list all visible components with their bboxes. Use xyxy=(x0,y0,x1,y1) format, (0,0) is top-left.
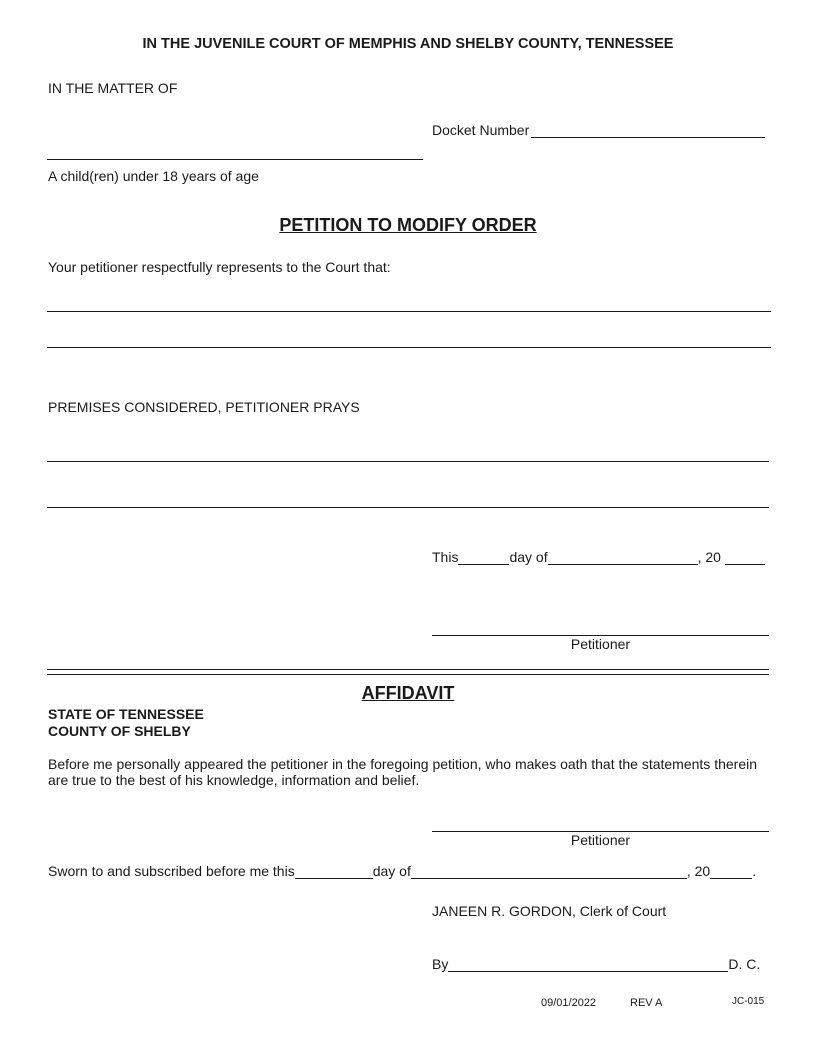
separator-line-bottom xyxy=(47,674,769,675)
petitioner-label-1: Petitioner xyxy=(570,636,631,652)
sworn-row xyxy=(48,863,756,879)
in-the-matter-of-label: IN THE MATTER OF xyxy=(48,80,178,96)
deputy-clerk-row xyxy=(432,956,760,972)
court-title: IN THE JUVENILE COURT OF MEMPHIS AND SHELBY COUNTY, TENNESSEE xyxy=(142,36,674,52)
prays-field-line-1[interactable] xyxy=(47,461,769,462)
sworn-month-field[interactable] xyxy=(411,864,687,879)
petition-title: PETITION TO MODIFY ORDER xyxy=(279,215,537,235)
affidavit-statement: Before me personally appeared the petitioner in the foregoing petition, who makes oath that the statements therein are true to the best of his knowledge, information and belief. xyxy=(48,756,757,788)
represents-field-line-1[interactable] xyxy=(47,311,771,312)
separator-line-top xyxy=(47,669,769,670)
sworn-day-field[interactable] xyxy=(295,864,373,879)
clerk-name: JANEEN R. GORDON, Clerk of Court xyxy=(432,903,667,919)
represents-statement: Your petitioner respectfully represents to the Court that: xyxy=(48,259,391,275)
dc-label: D. C. xyxy=(728,956,761,972)
docket-number-field[interactable] xyxy=(531,123,765,138)
sworn-day-of-label: day of xyxy=(372,863,411,879)
date-row xyxy=(432,549,765,565)
month-field[interactable] xyxy=(548,550,698,565)
day-field[interactable] xyxy=(458,550,509,565)
day-of-label: day of xyxy=(509,549,548,565)
footer-form-id: JC-015 xyxy=(732,996,765,1007)
child-name-field[interactable] xyxy=(47,159,423,160)
year-prefix-label: , 20 xyxy=(697,549,721,565)
docket-number-label: Docket Number xyxy=(432,122,530,138)
sworn-year-field[interactable] xyxy=(710,864,752,879)
sworn-year-prefix-label: , 20 xyxy=(686,863,711,879)
year-field[interactable] xyxy=(725,550,765,565)
state-label: STATE OF TENNESSEE xyxy=(48,706,204,722)
petitioner-label-2: Petitioner xyxy=(570,832,631,848)
docket-number-row xyxy=(432,122,765,138)
county-label: COUNTY OF SHELBY xyxy=(48,723,191,739)
child-age-label: A child(ren) under 18 years of age xyxy=(48,168,259,184)
affidavit-title: AFFIDAVIT xyxy=(361,683,455,703)
sworn-period: . xyxy=(752,863,757,879)
footer-date: 09/01/2022 xyxy=(541,997,597,1009)
represents-field-line-2[interactable] xyxy=(47,347,771,348)
footer-revision: REV A xyxy=(630,997,663,1009)
prays-field-line-2[interactable] xyxy=(47,507,769,508)
by-label: By xyxy=(432,956,449,972)
prays-statement: PREMISES CONSIDERED, PETITIONER PRAYS xyxy=(48,399,360,415)
this-label: This xyxy=(432,549,459,565)
sworn-prefix-label: Sworn to and subscribed before me this xyxy=(48,863,295,879)
deputy-clerk-signature-field[interactable] xyxy=(448,957,728,972)
